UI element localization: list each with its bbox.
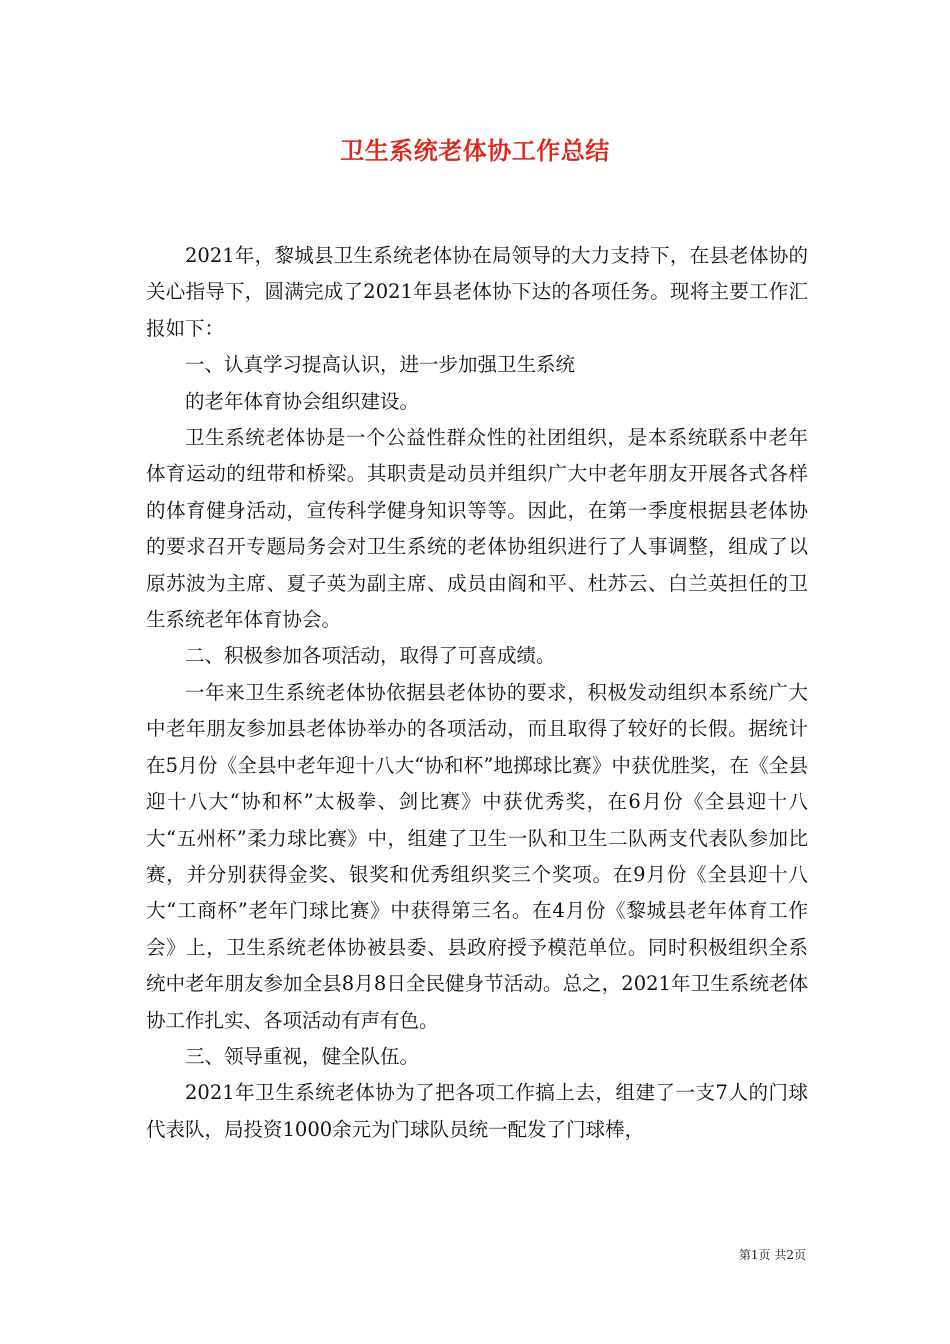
heading-section-3: 三、领导重视，健全队伍。	[185, 1044, 420, 1068]
paragraph-section-2: 一年来卫生系统老体协依据县老体协的要求，积极发动组织本系统广大中老年朋友参加县老体协举办的各项活动，而且取得了较好的长假。据统计在5月份《全县中老年迎十八大“协和杯”地掷球比赛》中获优胜奖，在《全县迎十八大“协和杯”太极拳、剑比赛》中获优秀奖，在6月份《全县迎十八大“五州杯”柔力球比赛》中，组建了卫生一队和卫生二队两支代表队参加比赛，并分别获得金奖、银奖和优秀组织奖三个奖项。在9月份《全县迎十八大“工商杯”老年门球比赛》中获得第三名。在4月份《黎城县老年体育工作会》上，卫生系统老体协被县委、县政府授予模范单位。同时积极组织全系统中老年朋友参加全县8月8日全民健身节活动。总之，2021年卫生系统老体协工作扎实、各项活动有声有色。	[146, 680, 808, 1032]
paragraph-section-3: 2021年卫生系统老体协为了把各项工作搞上去，组建了一支7人的门球代表队，局投资1000余元为门球队员统一配发了门球棒，	[146, 1081, 808, 1141]
heading-section-1: 一、认真学习提高认识，进一步加强卫生系统	[185, 353, 576, 377]
paragraph-intro: 2021年，黎城县卫生系统老体协在局领导的大力支持下，在县老体协的关心指导下，圆满完成了2021年县老体协下达的各项任务。现将主要工作汇报如下：	[146, 244, 808, 340]
document-body	[146, 238, 808, 1148]
page-number: 第1页 共2页	[738, 1248, 806, 1262]
paragraph-section-1: 卫生系统老体协是一个公益性群众性的社团组织，是本系统联系中老年体育运动的纽带和桥梁。其职责是动员并组织广大中老年朋友开展各式各样的体育健身活动，宣传科学健身知识等等。因此，在第一季度根据县老体协的要求召开专题局务会对卫生系统的老体协组织进行了人事调整，组成了以原苏波为主席、夏子英为副主席、成员由阎和平、杜苏云、白兰英担任的卫生系统老年体育协会。	[146, 426, 808, 632]
heading-section-2: 二、积极参加各项活动，取得了可喜成绩。	[185, 644, 556, 668]
heading-section-1-continued: 的老年体育协会组织建设。	[185, 389, 420, 413]
document-title: 卫生系统老体协工作总结	[340, 136, 610, 165]
